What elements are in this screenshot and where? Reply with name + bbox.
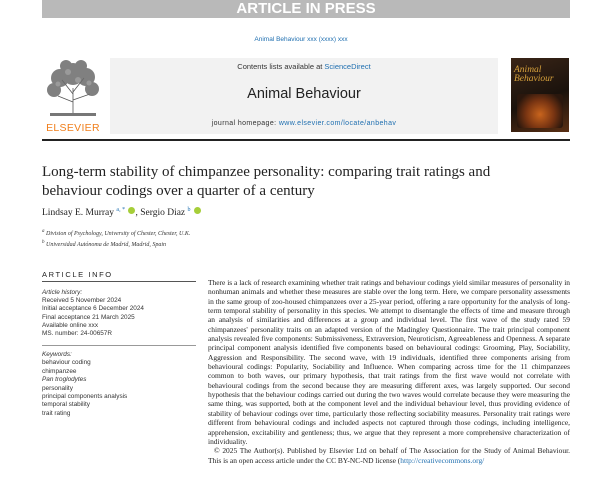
affiliation-mark: a (42, 229, 45, 234)
license-statement (208, 446, 570, 465)
journal-homepage-link[interactable]: www.elsevier.com/locate/anbehav (278, 120, 397, 127)
keyword-item[interactable]: trait rating (42, 409, 71, 417)
keyword-item[interactable]: chimpanzee (42, 367, 77, 375)
article-title: Long-term stability of chimpanzee personality: comparing trait ratings and behaviour codings over a quarter of a century (42, 164, 491, 199)
author-name[interactable]: Sergio Diaz (140, 208, 186, 219)
homepage-prefix: journal homepage: (211, 120, 279, 127)
history-item: Available online xxx (42, 321, 99, 329)
abstract (208, 278, 570, 465)
journal-cover-thumbnail[interactable] (511, 58, 569, 132)
journal-homepage-line (110, 120, 498, 127)
keyword-item[interactable]: personality (42, 384, 73, 392)
article-info-heading: ARTICLE INFO (42, 270, 113, 279)
contents-prefix: Contents lists available at (237, 62, 325, 71)
journal-title[interactable]: Animal Behaviour (247, 86, 361, 102)
article-info-rule (42, 281, 196, 282)
cover-title: Animal Behaviour (514, 65, 554, 84)
license-text: © 2025 The Author(s). Published by Elsevier Ltd on behalf of The Association for the Study of Animal Behaviour. This is an open access article under the CC BY-NC-ND license ( (208, 446, 570, 465)
keyword-item[interactable]: behaviour coding (42, 359, 91, 367)
affiliation-text: Universidad Autónoma de Madrid, Madrid, Spain (46, 241, 167, 248)
author-affiliation-mark[interactable]: a, * (116, 207, 126, 213)
abstract-body: There is a lack of research examining whether trait ratings and behaviour codings yield similar measures of personality in nonhuman animals and whether these measures are stable over the long term. Here, we compare personality assessments in the same group of zoo-housed chimpanzees over a 25-year period, offering a rare opportunity for the analysis of long-term temporal stability of personality in this species. We attempt to disentangle the effects of time and measure through an analysis of similarities and differences at a group and individual level. The first wave of the study rated 59 chimpanzees' personality traits on an adapted version of the Madingley Questionnaire. The trait principal component analysis revealed five components: Submissiveness, Extraversion, Neuroticism, Agreeableness and Openness. A separate principal component analysis identified five components based on behavioural codings: Grooming, Play, Sociability, Aggression and Responsibility. The second wave, with 19 individuals, identified three components arising from behavioural codings: Popularity, Sociability and Influence. When comparing across time for the 11 chimpanzees common to both waves, our primary hypothesis, that trait ratings from the first wave would not correlate with behavioural codings from the second because they are measuring different axes, was largely supported. Our second hypothesis that the behaviour codings carried out during the two waves would correlate because they were measuring the same thing, was supported, both at the component level and the individual behaviour level, thus providing evidence of stability of behaviour codings over time, particularly those reflecting sociability measures. Personality trait ratings were different from behavioural codings and included aspects not captured through those codings, including intelligence, apprehension, excitability and gentleness; thus, we argue that they represent a more comprehensive characterization of individuality. (208, 278, 570, 446)
affiliations (42, 228, 190, 249)
contents-line (110, 62, 498, 71)
article-in-press-banner: ARTICLE IN PRESS (42, 0, 570, 18)
orcid-icon[interactable] (194, 207, 201, 214)
affiliation-text: Division of Psychology, University of Chester, Chester, U.K. (46, 231, 191, 237)
affiliation-mark: b (42, 239, 45, 245)
keywords-label: Keywords: (42, 351, 72, 358)
keyword-item[interactable]: principal components analysis (42, 393, 128, 401)
author-affiliation-mark[interactable]: b (187, 207, 191, 213)
journal-citation-link[interactable]: Animal Behaviour xxx (xxxx) xxx (254, 36, 348, 43)
header-divider (42, 139, 570, 141)
keywords-list (42, 351, 127, 418)
author-separator: , (135, 208, 141, 219)
keyword-item[interactable]: temporal stability (42, 401, 90, 409)
affiliation-item (42, 239, 190, 250)
author-list (42, 207, 201, 218)
history-item: Initial acceptance 6 December 2024 (42, 305, 144, 313)
elsevier-wordmark: ELSEVIER (46, 122, 100, 134)
affiliation-item (42, 228, 190, 239)
sciencedirect-link[interactable]: ScienceDirect (324, 62, 371, 71)
article-history (42, 289, 144, 338)
history-item: MS. number: 24-00657R (42, 330, 112, 338)
journal-banner (110, 58, 498, 134)
keyword-item[interactable]: Pan troglodytes (42, 376, 87, 384)
elsevier-tree-icon (44, 58, 102, 118)
elsevier-logo[interactable] (42, 58, 104, 134)
cover-image (517, 94, 563, 128)
history-label: Article history: (42, 289, 83, 296)
license-link[interactable]: http://creativecommons.org/ (400, 455, 485, 465)
author-name[interactable]: Lindsay E. Murray (42, 208, 115, 219)
history-divider (42, 345, 196, 346)
history-item: Final acceptance 21 March 2025 (42, 313, 135, 321)
history-item: Received 5 November 2024 (42, 297, 122, 305)
